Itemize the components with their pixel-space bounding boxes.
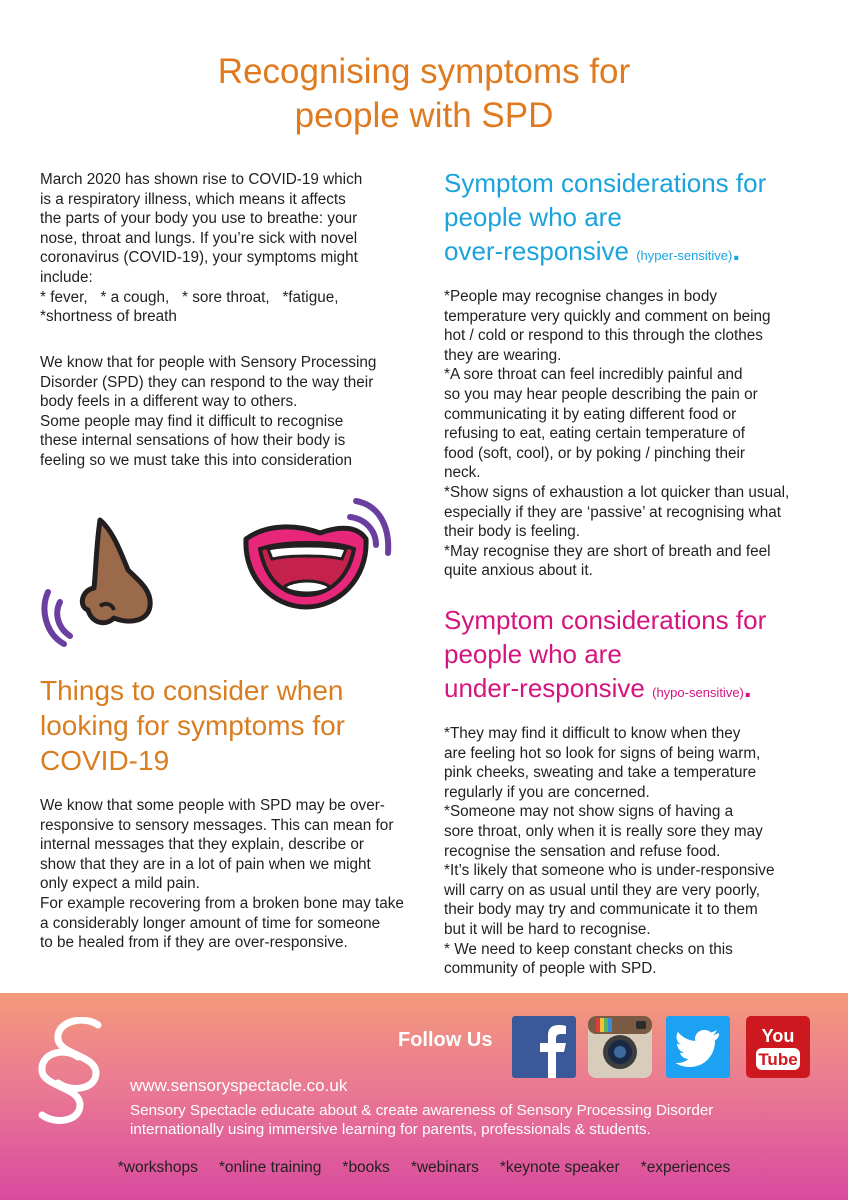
- page-title: [0, 50, 848, 138]
- text-line: Disorder (SPD) they can respond to the way their: [40, 373, 374, 391]
- sensory-spectacle-logo: [34, 1017, 114, 1127]
- mouth-icon: [238, 495, 398, 625]
- text-line: responsive to sensory messages. This can mean for: [40, 816, 394, 834]
- text-line: to be healed from if they are over-responsive.: [40, 934, 348, 952]
- things-heading: [40, 673, 345, 778]
- heading-dot: .: [732, 235, 741, 266]
- heading-line: [444, 234, 766, 273]
- youtube-icon[interactable]: [746, 1016, 810, 1078]
- text-line: *It’s likely that someone who is under-responsive: [444, 862, 775, 880]
- text-line: so you may hear people describing the pain or: [444, 385, 758, 403]
- website-link[interactable]: www.sensoryspectacle.co.uk: [130, 1076, 348, 1095]
- text-line: * We need to keep constant checks on this: [444, 940, 733, 958]
- follow-us-label: Follow Us: [398, 1029, 493, 1051]
- text-line: Some people may find it difficult to recognise: [40, 412, 344, 430]
- text-line: is a respiratory illness, which means it affects: [40, 190, 346, 208]
- text-line: only expect a mild pain.: [40, 875, 200, 893]
- text-line: are feeling hot so look for signs of being warm,: [444, 744, 761, 762]
- services-list: [0, 1159, 848, 1177]
- heading-line: [444, 671, 766, 710]
- intro-paragraph: [40, 170, 406, 327]
- heading-dot: .: [743, 672, 752, 703]
- over-responsive-paragraph: [444, 287, 811, 581]
- page-title-line: people with SPD: [294, 96, 554, 135]
- text-line: coronavirus (COVID-19), your symptoms might: [40, 249, 358, 267]
- youtube-word-bottom: Tube: [758, 1050, 798, 1069]
- text-line: their body may try and communicate it to them: [444, 901, 758, 919]
- service-item: *books: [342, 1159, 390, 1176]
- text-line: *shortness of breath: [40, 308, 177, 326]
- text-line: feeling so we must take this into consideration: [40, 451, 353, 469]
- text-line: they are wearing.: [444, 346, 562, 364]
- heading-qualifier: (hypo-sensitive): [652, 685, 744, 700]
- text-line: March 2020 has shown rise to COVID-19 which: [40, 171, 363, 188]
- spd-paragraph: [40, 353, 406, 471]
- things-paragraph: [40, 796, 406, 953]
- text-line: their body is feeling.: [444, 523, 581, 541]
- heading-line: Things to consider when: [40, 675, 344, 706]
- text-line: especially if they are ‘passive’ at recognising what: [444, 503, 781, 521]
- text-line: but it will be hard to recognise.: [444, 920, 651, 938]
- text-line: the parts of your body you use to breathe: your: [40, 210, 358, 228]
- heading-keyword: under-responsive: [444, 673, 645, 703]
- text-line: food (soft, cool), or by poking / pinching their: [444, 444, 746, 462]
- text-line: sore throat, only when it is really sore they may: [444, 822, 763, 840]
- page-title-line: Recognising symptoms for: [217, 52, 631, 91]
- text-line: show that they are in a lot of pain when we might: [40, 855, 371, 873]
- service-item: *webinars: [410, 1159, 479, 1176]
- text-line: community of people with SPD.: [444, 960, 657, 978]
- tagline-line: Sensory Spectacle educate about & create awareness of Sensory Processing Disorder: [130, 1102, 714, 1119]
- heading-line: Symptom considerations for: [444, 605, 767, 635]
- text-line: *May recognise they are short of breath and feel: [444, 542, 771, 560]
- text-line: We know that some people with SPD may be over-: [40, 797, 385, 814]
- text-line: will carry on as usual until they are very poorly,: [444, 881, 760, 899]
- text-line: hot / cold or respond to this through the clothes: [444, 327, 763, 345]
- text-line: *Someone may not show signs of having a: [444, 803, 734, 821]
- instagram-icon[interactable]: [588, 1016, 652, 1078]
- text-line: communicating it by eating different food or: [444, 405, 737, 423]
- text-line: nose, throat and lungs. If you’re sick with novel: [40, 229, 358, 247]
- text-line: quite anxious about it.: [444, 562, 593, 580]
- text-line: regularly if you are concerned.: [444, 783, 650, 801]
- service-item: *experiences: [640, 1159, 731, 1176]
- text-line: a considerably longer amount of time for someone: [40, 914, 381, 932]
- service-item: *workshops: [117, 1159, 198, 1176]
- text-line: neck.: [444, 464, 481, 482]
- heading-line: looking for symptoms for: [40, 710, 345, 741]
- text-line: refusing to eat, eating certain temperature of: [444, 425, 746, 443]
- heading-line: people who are: [444, 639, 622, 669]
- text-line: include:: [40, 268, 93, 286]
- twitter-icon[interactable]: [666, 1016, 730, 1078]
- text-line: recognise the sensation and refuse food.: [444, 842, 721, 860]
- text-line: For example recovering from a broken bone may take: [40, 894, 404, 912]
- nose-icon: [40, 510, 170, 650]
- footer-banner: [0, 993, 848, 1200]
- heading-line: COVID-19: [40, 745, 170, 776]
- text-line: We know that for people with Sensory Processing: [40, 354, 377, 371]
- tagline-line: internationally using immersive learning for parents, professionals & students.: [130, 1121, 651, 1138]
- text-line: internal messages that they explain, describe or: [40, 836, 364, 854]
- service-item: *online training: [218, 1159, 322, 1176]
- heading-qualifier: (hyper-sensitive): [636, 248, 733, 263]
- under-responsive-heading: [444, 603, 766, 710]
- text-line: these internal sensations of how their body is: [40, 432, 346, 450]
- under-responsive-paragraph: [444, 724, 811, 979]
- text-line: * fever, * a cough, * sore throat, *fatigue,: [40, 288, 339, 306]
- text-line: temperature very quickly and comment on being: [444, 307, 771, 325]
- service-item: *keynote speaker: [499, 1159, 620, 1176]
- text-line: *A sore throat can feel incredibly painful and: [444, 366, 743, 384]
- tagline: [130, 1101, 713, 1139]
- over-responsive-heading: [444, 166, 766, 273]
- heading-line: people who are: [444, 202, 622, 232]
- text-line: *They may find it difficult to know when they: [444, 725, 741, 742]
- text-line: body feels in a different way to others.: [40, 393, 298, 411]
- text-line: pink cheeks, sweating and take a temperature: [444, 764, 757, 782]
- text-line: *People may recognise changes in body: [444, 288, 717, 305]
- heading-line: Symptom considerations for: [444, 168, 767, 198]
- facebook-icon[interactable]: [512, 1016, 576, 1078]
- heading-keyword: over-responsive: [444, 236, 629, 266]
- text-line: *Show signs of exhaustion a lot quicker than usual,: [444, 483, 790, 501]
- youtube-word-top: You: [761, 1026, 795, 1046]
